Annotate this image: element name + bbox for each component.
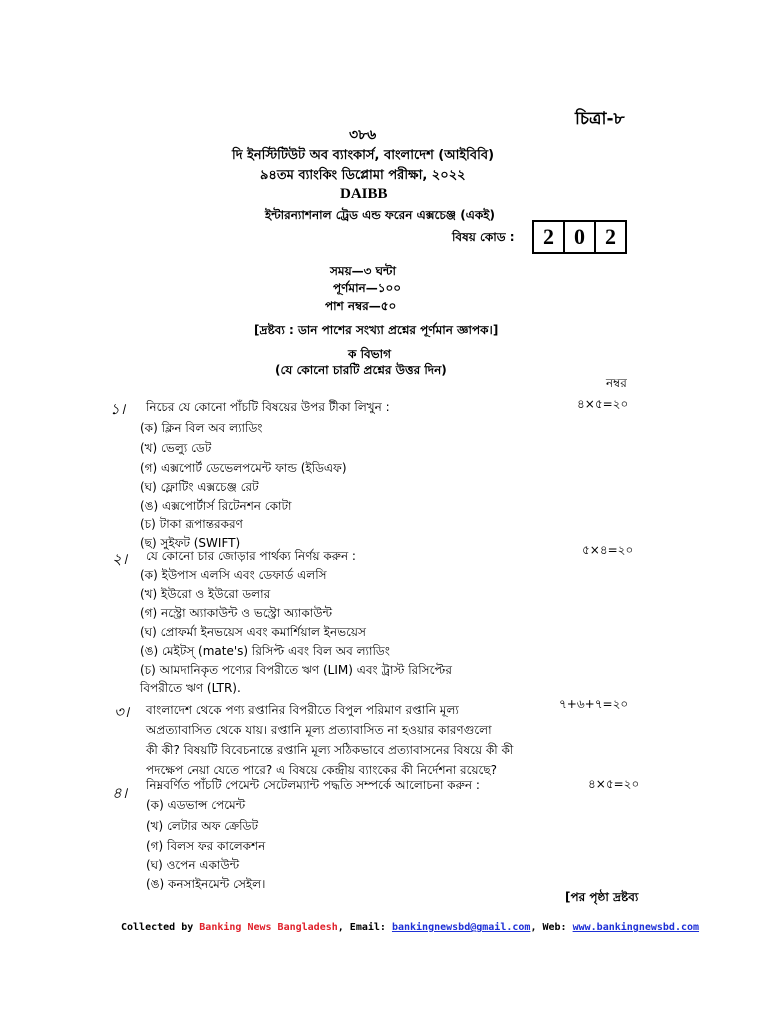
footer-credit	[121, 922, 699, 933]
question-item: (ক) ক্লিন বিল অব ল্যাডিং	[140, 421, 263, 435]
exam-name: ৯৪তম ব্যাংকিং ডিপ্লোমা পরীক্ষা, ২০২২	[260, 168, 466, 183]
question-text: নিম্নবর্ণিত পাঁচটি পেমেন্ট সেটেলম্যান্ট পদ্ধতি সম্পর্কে আলোচনা করুন :	[146, 778, 480, 792]
question-marks: ৭+৬+৭=২০	[559, 697, 629, 711]
marks-header: নম্বর	[606, 376, 627, 390]
question-item: (ঘ) ওপেন একাউন্ট	[146, 858, 240, 872]
footer-web-label: , Web:	[530, 922, 573, 933]
footer-collected-by: Collected by	[121, 922, 200, 933]
question-item: (খ) ভেল্যু ডেট	[140, 441, 212, 455]
institute-name: দি ইনস্টিটিউট অব ব্যাংকার্স, বাংলাদেশ (আইবিবি)	[232, 148, 495, 163]
question-item: (গ) বিলস ফর কালেকশন	[146, 839, 266, 853]
subject-code-box	[532, 220, 627, 254]
page-number: ৩৮৬	[349, 127, 377, 143]
question-item: (গ) এক্সপোর্ট ডেভেলপমেন্ট ফান্ড (ইডিএফ)	[140, 461, 347, 475]
question-text: যে কোনো চার জোড়ার পার্থক্য নির্ণয় করুন :	[146, 549, 356, 563]
subject-code-digit: 2	[534, 222, 565, 252]
question-marks: ৪×৫=২০	[588, 777, 640, 791]
question-item: (ঙ) কনসাইনমেন্ট সেইল।	[146, 877, 266, 891]
question-item: (ঘ) প্রোফর্মা ইনভয়েস এবং কমার্শিয়াল ইনভয়েস	[140, 625, 366, 639]
question-marks: ৪×৫=২০	[577, 397, 629, 411]
pass-marks: পাশ নম্বর—৫০	[325, 299, 397, 313]
section-instruction: (যে কোনো চারটি প্রশ্নের উত্তর দিন)	[275, 363, 447, 377]
question-line: কী কী? বিষয়টি বিবেচনান্তে রপ্তানি মূল্য সঠিকভাবে প্রত্যাবাসনের বিষয়ে কী কী	[146, 743, 514, 757]
instruction-note: [দ্রষ্টব্য : ডান পাশের সংখ্যা প্রশ্নের পূর্ণমান জ্ঞাপক।]	[254, 323, 499, 337]
footer-email-label: , Email:	[337, 922, 392, 933]
subject-code-digit: 0	[565, 222, 596, 252]
question-item: বিপরীতে ঋণ (LTR).	[140, 681, 241, 695]
question-number: ৩।	[114, 703, 130, 721]
program-name: DAIBB	[340, 186, 388, 202]
question-item: (ঘ) ফ্লোটিং এক্সচেঞ্জ রেট	[140, 480, 259, 494]
question-number: ১।	[110, 400, 126, 418]
question-marks: ৫×৪=২০	[582, 543, 634, 557]
footer-source: Banking News Bangladesh	[199, 922, 338, 933]
question-item: (ক) ইউপাস এলসি এবং ডেফার্ড এলসি	[140, 568, 327, 582]
subject-code-digit: 2	[605, 224, 616, 249]
question-item: (ছ) সুইফট (SWIFT)	[140, 536, 241, 550]
footer-web-link[interactable]: www.bankingnewsbd.com	[572, 922, 700, 933]
question-item: (ক) এডভান্স পেমেন্ট	[146, 798, 246, 812]
question-line: অপ্রত্যাবাসিত থেকে যায়। রপ্তানি মূল্য প্রত্যাবাসিত না হওয়ার কারণগুলো	[146, 723, 492, 737]
corner-label: চিত্রা-৮	[575, 109, 625, 129]
question-text: নিচের যে কোনো পাঁচটি বিষয়ের উপর টীকা লিখুন :	[146, 400, 390, 414]
footer-email-link[interactable]: bankingnewsbd@gmail.com	[391, 922, 531, 933]
question-item: (খ) লেটার অফ ক্রেডিট	[146, 819, 258, 833]
question-number: ৪।	[112, 784, 128, 802]
question-item: (চ) আমদানিকৃত পণ্যের বিপরীতে ঋণ (LIM) এবং ট্রাস্ট রিসিপ্টের	[140, 663, 452, 677]
question-item: (ঙ) মেইটস্ (mate's) রিসিপ্ট এবং বিল অব ল্যাডিং	[140, 644, 390, 658]
full-marks: পূর্ণমান—১০০	[333, 281, 402, 295]
page-turn-note: [পর পৃষ্ঠা দ্রষ্টব্য	[565, 890, 639, 904]
question-line: পদক্ষেপ নেয়া যেতে পারে? এ বিষয়ে কেন্দ্রীয় ব্যাংকের কী নির্দেশনা রয়েছে?	[146, 763, 497, 777]
subject-name: ইন্টারন্যাশনাল ট্রেড এন্ড ফরেন এক্সচেঞ্জ (একই)	[265, 208, 495, 222]
question-item: (ঙ) এক্সপোর্টার্স রিটেনশন কোটা	[140, 499, 292, 513]
exam-time: সময়—৩ ঘন্টা	[330, 264, 396, 278]
subject-code-label: বিষয় কোড :	[452, 230, 515, 244]
question-line: বাংলাদেশ থেকে পণ্য রপ্তানির বিপরীতে বিপুল পরিমাণ রপ্তানি মূল্য	[146, 703, 459, 717]
question-item: (খ) ইউরো ও ইউরো ডলার	[140, 587, 271, 601]
section-title: ক বিভাগ	[348, 347, 391, 361]
question-item: (গ) নস্ট্রো অ্যাকাউন্ট ও ভস্ট্রো অ্যাকাউন্ট	[140, 606, 333, 620]
question-number: ২।	[112, 550, 128, 568]
question-item: (চ) টাকা রূপান্তরকরণ	[140, 517, 243, 531]
